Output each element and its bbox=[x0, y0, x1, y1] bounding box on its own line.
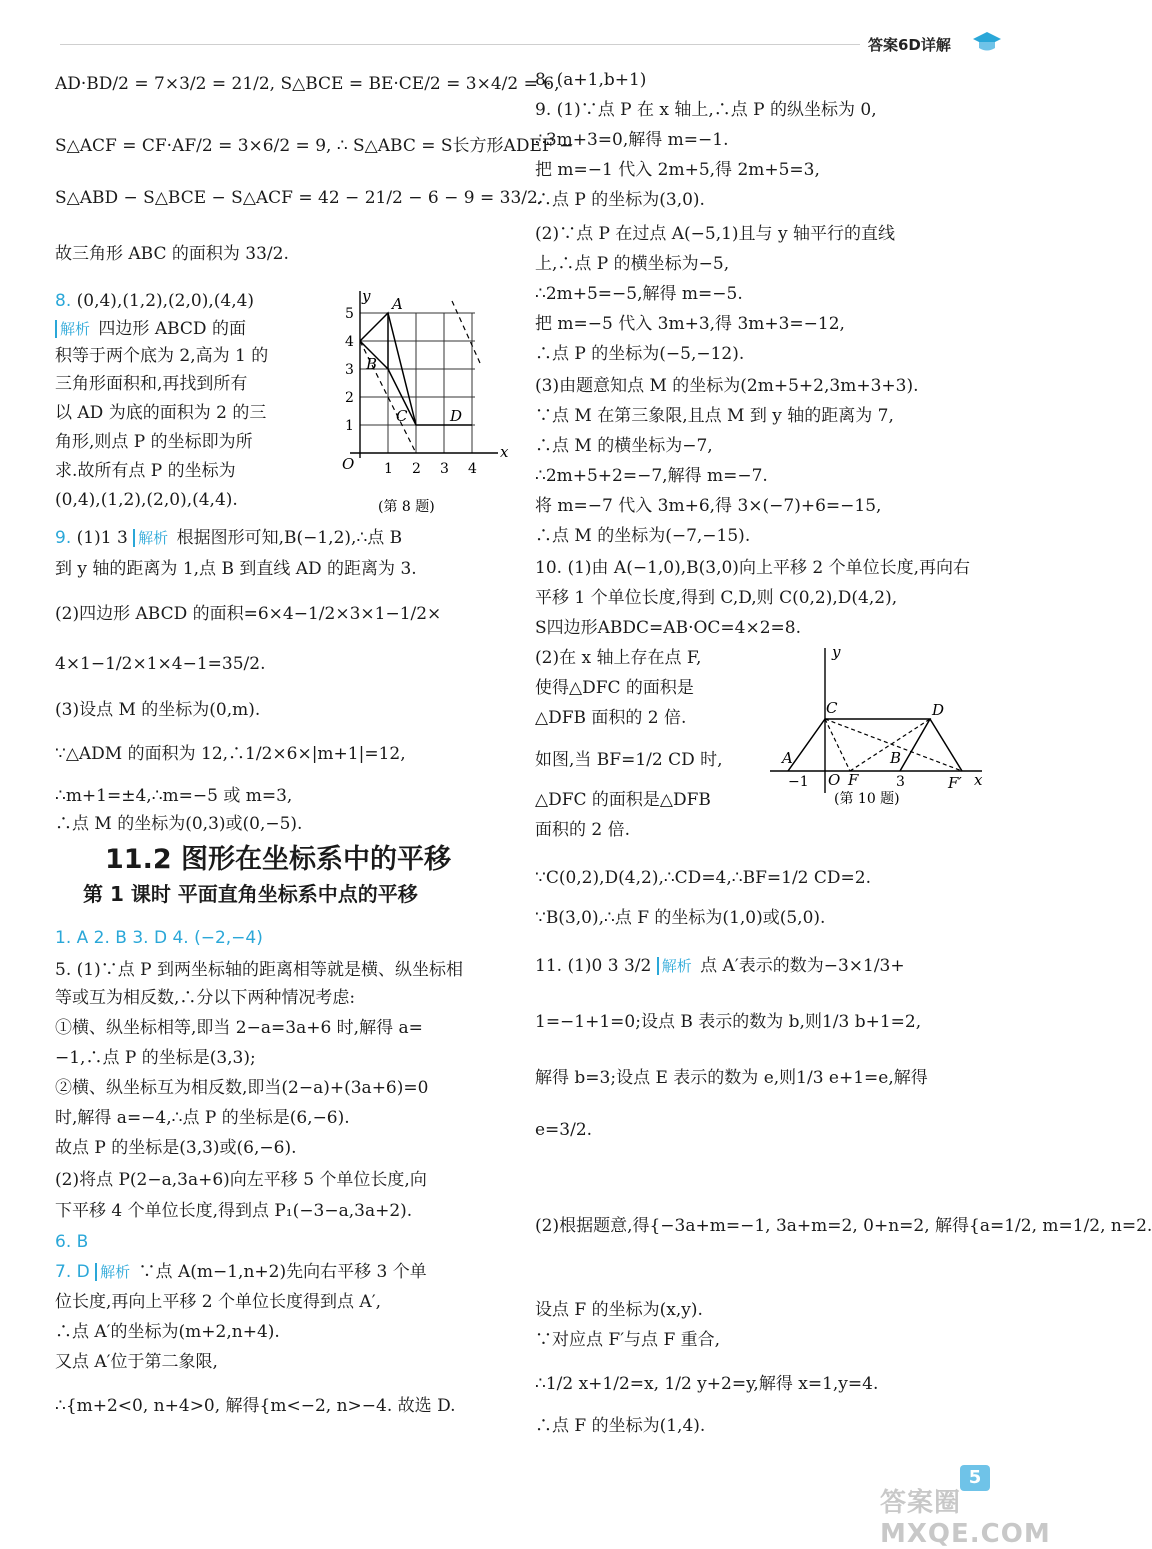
fig10-tick-3: 3 bbox=[896, 774, 905, 790]
fig8-ytick-2: 2 bbox=[345, 390, 354, 406]
q8-line-4: 以 AD 为底的面积为 2 的三 bbox=[55, 403, 267, 423]
q5-line-5: ②横、纵坐标互为相反数,即当(2−a)+(3a+6)=0 bbox=[55, 1078, 429, 1098]
q9-line-3: 到 y 轴的距离为 1,点 B 到直线 AD 的距离为 3. bbox=[55, 559, 417, 579]
fig10-point-c: C bbox=[826, 699, 838, 717]
q8-tag: 解析 bbox=[55, 320, 93, 338]
r-q9-line-5: (2)∵点 P 在过点 A(−5,1)且与 y 轴平行的直线 bbox=[535, 224, 895, 244]
r-q11-line-10: ∴点 F 的坐标为(1,4). bbox=[535, 1416, 706, 1436]
r-q9-line-3: 把 m=−1 代入 2m+5,得 2m+5=3, bbox=[535, 160, 820, 180]
header-label: 答案6D详解 bbox=[868, 36, 951, 54]
q9-line-4: (2)四边形 ABCD 的面积=6×4−1/2×3×1−1/2× bbox=[55, 604, 442, 624]
q5-line-1: 5. (1)∵点 P 到两坐标轴的距离相等就是横、纵坐标相 bbox=[55, 960, 463, 980]
q7-line-2: ∵点 A(m−1,n+2)先向右平移 3 个单 bbox=[138, 1262, 427, 1282]
r-q10-line-3: S四边形ABDC=AB·OC=4×2=8. bbox=[535, 618, 801, 638]
q5-line-2: 等或互为相反数,∴分以下两种情况考虑: bbox=[55, 988, 356, 1008]
q5-line-4: −1,∴点 P 的坐标是(3,3); bbox=[55, 1048, 256, 1068]
left-line-2: S△ACF = CF·AF/2 = 3×6/2 = 9, ∴ S△ABC = S长方形ADEF − bbox=[55, 136, 574, 156]
page-number: 5 bbox=[960, 1465, 990, 1491]
fig10-tick-neg1: −1 bbox=[788, 774, 809, 790]
r-q11-line-6: (2)根据题意,得{−3a+m=−1, 3a+m=2, 0+n=2, 解得{a=1/2, m=1/2, n=2. bbox=[535, 1216, 1152, 1236]
watermark: 答案圈 MXQE.COM bbox=[880, 1488, 1051, 1549]
q9-line-7: ∵△ADM 的面积为 12,∴1/2×6×|m+1|=12, bbox=[55, 744, 406, 764]
r-q9-line-11: ∵点 M 在第三象限,且点 M 到 y 轴的距离为 7, bbox=[535, 406, 894, 426]
left-line-3: S△ABD − S△BCE − S△ACF = 42 − 21/2 − 6 − 9 = 33/2. bbox=[55, 188, 544, 208]
r-q11-line-4: 解得 b=3;设点 E 表示的数为 e,则1/3 e+1=e,解得 bbox=[535, 1068, 928, 1088]
section-title: 11.2 图形在坐标系中的平移 bbox=[105, 844, 452, 875]
fig8-point-a: A bbox=[392, 295, 403, 313]
r-q11-tag: 解析 bbox=[657, 957, 695, 975]
q9-line-2: 根据图形可知,B(−1,2),∴点 B bbox=[176, 528, 403, 548]
fig10-point-a: A bbox=[782, 749, 793, 767]
q7-line-3: 位长度,再向上平移 2 个单位长度得到点 A′, bbox=[55, 1292, 381, 1312]
r-q11-line-8: ∵对应点 F′与点 F 重合, bbox=[535, 1330, 721, 1350]
lesson-title: 第 1 课时 平面直角坐标系中点的平移 bbox=[83, 882, 418, 906]
r-q9-line-10: (3)由题意知点 M 的坐标为(2m+5+2,3m+3+3). bbox=[535, 376, 919, 396]
fig10-y-label: y bbox=[832, 643, 841, 661]
r-q9-line-7: ∴2m+5=−5,解得 m=−5. bbox=[535, 284, 743, 304]
figure-10 bbox=[770, 643, 1000, 818]
r-q10-line-1: 10. (1)由 A(−1,0),B(3,0)向上平移 2 个单位长度,再向右 bbox=[535, 558, 970, 578]
fig10-origin: O bbox=[828, 771, 841, 789]
fig10-point-f: F bbox=[848, 771, 859, 789]
r-q8: 8. (a+1,b+1) bbox=[535, 70, 647, 90]
fig8-xtick-3: 3 bbox=[440, 461, 449, 477]
r-q10-line-10: ∵C(0,2),D(4,2),∴CD=4,∴BF=1/2 CD=2. bbox=[535, 868, 871, 888]
figure-8 bbox=[340, 283, 520, 543]
q8-line-3: 三角形面积和,再找到所有 bbox=[55, 374, 248, 394]
r-q9-line-1: 9. (1)∵点 P 在 x 轴上,∴点 P 的纵坐标为 0, bbox=[535, 100, 877, 120]
fig10-caption: (第 10 题) bbox=[834, 791, 900, 807]
q7-line-6: ∴{m+2<0, n+4>0, 解得{m<−2, n>−4. 故选 D. bbox=[55, 1396, 456, 1416]
fig8-xtick-1: 1 bbox=[384, 461, 393, 477]
q5-line-7: 故点 P 的坐标是(3,3)或(6,−6). bbox=[55, 1138, 297, 1158]
r-q9-line-12: ∴点 M 的横坐标为−7, bbox=[535, 436, 713, 456]
q9-number: 9. bbox=[55, 528, 72, 548]
q9-line-6: (3)设点 M 的坐标为(0,m). bbox=[55, 700, 261, 720]
left-line-4: 故三角形 ABC 的面积为 33/2. bbox=[55, 244, 289, 264]
q8-line-1: 四边形 ABCD 的面 bbox=[98, 319, 246, 339]
fig8-origin: O bbox=[342, 455, 355, 473]
fig10-point-d: D bbox=[932, 701, 945, 719]
fig8-point-b: B bbox=[366, 355, 378, 373]
fig10-x-label: x bbox=[974, 771, 983, 789]
fig8-ytick-5: 5 bbox=[345, 306, 354, 322]
q8-line-2: 积等于两个底为 2,高为 1 的 bbox=[55, 346, 269, 366]
fig8-xtick-4: 4 bbox=[468, 461, 477, 477]
fig8-x-label: x bbox=[500, 443, 509, 461]
r-q10-line-8: △DFC 的面积是△DFB bbox=[535, 790, 711, 810]
r-q9-line-15: ∴点 M 的坐标为(−7,−15). bbox=[535, 526, 751, 546]
r-q11-line-9: ∴1/2 x+1/2=x, 1/2 y+2=y,解得 x=1,y=4. bbox=[535, 1374, 879, 1394]
r-q9-line-2: ∴3m+3=0,解得 m=−1. bbox=[535, 130, 729, 150]
fig8-ytick-4: 4 bbox=[345, 334, 354, 350]
r-q11-line-3: 1=−1+1=0;设点 B 表示的数为 b,则1/3 b+1=2, bbox=[535, 1012, 922, 1032]
r-q10-line-11: ∵B(3,0),∴点 F 的坐标为(1,0)或(5,0). bbox=[535, 908, 826, 928]
q9-tag: 解析 bbox=[133, 529, 171, 547]
r-q11-line-2: 点 A′表示的数为−3×1/3+ bbox=[700, 956, 905, 976]
fig8-xtick-2: 2 bbox=[412, 461, 421, 477]
q1-4-answers: 1. A 2. B 3. D 4. (−2,−4) bbox=[55, 928, 263, 948]
r-q9-line-8: 把 m=−5 代入 3m+3,得 3m+3=−12, bbox=[535, 314, 845, 334]
r-q9-line-9: ∴点 P 的坐标为(−5,−12). bbox=[535, 344, 745, 364]
r-q10-line-4: (2)在 x 轴上存在点 F, bbox=[535, 648, 702, 668]
r-q10-line-2: 平移 1 个单位长度,得到 C,D,则 C(0,2),D(4,2), bbox=[535, 588, 898, 608]
q9-line-8: ∴m+1=±4,∴m=−5 或 m=3, bbox=[55, 786, 293, 806]
r-q11-line-1: 11. (1)0 3 3/2 bbox=[535, 956, 652, 976]
q5-line-8: (2)将点 P(2−a,3a+6)向左平移 5 个单位长度,向 bbox=[55, 1170, 427, 1190]
q8-line-7: (0,4),(1,2),(2,0),(4,4). bbox=[55, 490, 238, 510]
r-q11-line-5: e=3/2. bbox=[535, 1120, 593, 1140]
q8-answer: (0,4),(1,2),(2,0),(4,4) bbox=[76, 291, 255, 311]
left-line-1: AD·BD/2 = 7×3/2 = 21/2, S△BCE = BE·CE/2 = 3×4/2 = 6, bbox=[55, 74, 560, 94]
q9-line-5: 4×1−1/2×1×4−1=35/2. bbox=[55, 654, 266, 674]
r-q9-line-4: ∴点 P 的坐标为(3,0). bbox=[535, 190, 705, 210]
header-rule bbox=[60, 44, 860, 45]
q9-line-9: ∴点 M 的坐标为(0,3)或(0,−5). bbox=[55, 814, 303, 834]
q6-answer: 6. B bbox=[55, 1232, 89, 1252]
fig8-point-c: C bbox=[396, 407, 408, 425]
q7-answer: 7. D bbox=[55, 1262, 90, 1282]
q5-line-9: 下平移 4 个单位长度,得到点 P₁(−3−a,3a+2). bbox=[55, 1201, 413, 1221]
q5-line-6: 时,解得 a=−4,∴点 P 的坐标是(6,−6). bbox=[55, 1108, 350, 1128]
r-q10-line-9: 面积的 2 倍. bbox=[535, 820, 631, 840]
q8-line-5: 角形,则点 P 的坐标即为所 bbox=[55, 432, 253, 452]
r-q10-line-7: 如图,当 BF=1/2 CD 时, bbox=[535, 750, 723, 770]
q7-line-5: 又点 A′位于第二象限, bbox=[55, 1352, 218, 1372]
fig8-ytick-3: 3 bbox=[345, 362, 354, 378]
q8-line-6: 求.故所有点 P 的坐标为 bbox=[55, 461, 236, 481]
q7-tag: 解析 bbox=[95, 1263, 133, 1281]
r-q11-line-7: 设点 F 的坐标为(x,y). bbox=[535, 1300, 703, 1320]
fig8-caption: (第 8 题) bbox=[378, 499, 435, 515]
fig10-point-b: B bbox=[890, 749, 902, 767]
r-q10-line-6: △DFB 面积的 2 倍. bbox=[535, 708, 687, 728]
fig8-y-label: y bbox=[362, 287, 371, 305]
q7-line-4: ∴点 A′的坐标为(m+2,n+4). bbox=[55, 1322, 280, 1342]
r-q9-line-6: 上,∴点 P 的横坐标为−5, bbox=[535, 254, 730, 274]
q9-line-1: (1)1 3 bbox=[76, 528, 128, 548]
graduation-cap-icon bbox=[972, 30, 1002, 54]
q5-line-3: ①横、纵坐标相等,即当 2−a=3a+6 时,解得 a= bbox=[55, 1018, 423, 1038]
fig8-point-d: D bbox=[450, 407, 463, 425]
r-q10-line-5: 使得△DFC 的面积是 bbox=[535, 678, 694, 698]
r-q9-line-14: 将 m=−7 代入 3m+6,得 3×(−7)+6=−15, bbox=[535, 496, 882, 516]
r-q9-line-13: ∴2m+5+2=−7,解得 m=−7. bbox=[535, 466, 768, 486]
q8-number: 8. bbox=[55, 291, 72, 311]
fig8-ytick-1: 1 bbox=[345, 418, 354, 434]
fig10-point-fprime: F′ bbox=[948, 774, 962, 792]
